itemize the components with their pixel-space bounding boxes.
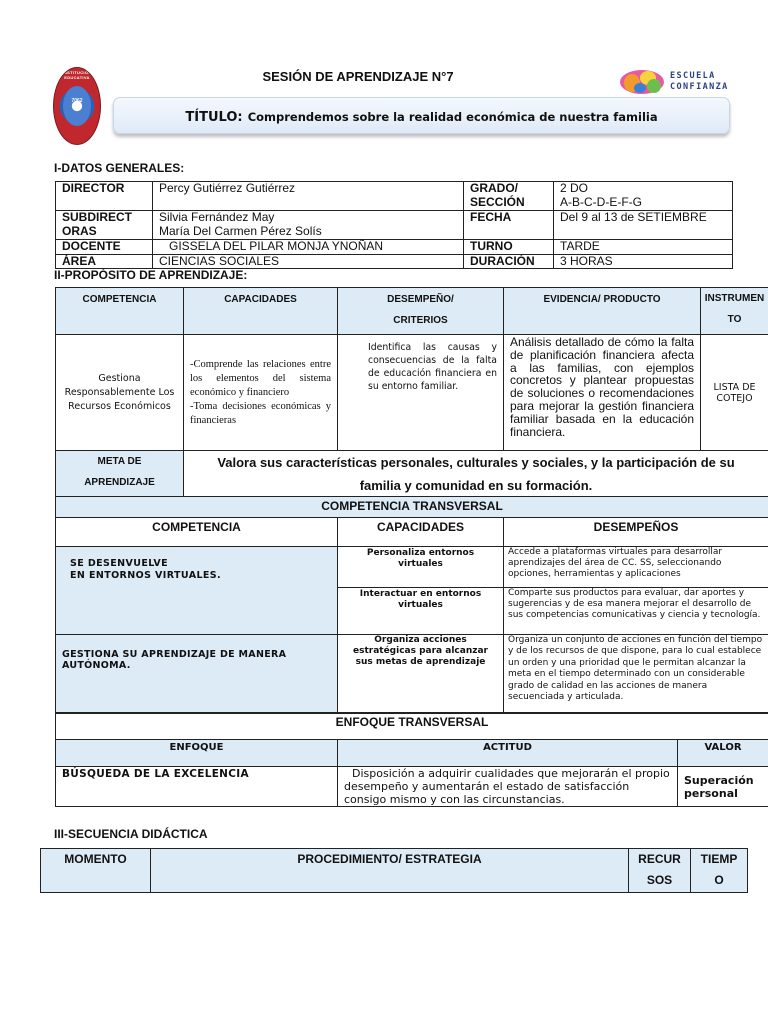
table-row	[56, 240, 733, 255]
table-row	[56, 740, 768, 767]
seal-ring-text: INSTITUCIÓN EDUCATIVA	[62, 70, 92, 80]
table-row	[56, 335, 768, 451]
competencia-cell: Gestiona Responsablemente Los Recursos Económicos	[56, 335, 184, 451]
col-valor: VALOR	[678, 740, 768, 767]
turno-label: TURNO	[464, 240, 554, 255]
col-tiempo: TIEMP O	[691, 849, 748, 893]
evidencia-cell: Análisis detallado de cómo la falta de planificación financiera afecta a las familias, con ejemplos concretos y plantear propuestas de soluciones o recomendaciones para mejorar la gestión financiera familiar basada en la educación financiera.	[504, 335, 701, 451]
title-value: Comprendemos sobre la realidad económica de nuestra familia	[247, 110, 658, 124]
table-row	[56, 211, 733, 240]
capacidades-cell: -Comprende las relaciones entre los elementos del sistema económico y financiero -Toma decisiones económicas y financieras	[184, 335, 338, 451]
col-competencia: COMPETENCIA	[56, 288, 184, 335]
competencia-transversal-table	[55, 496, 768, 713]
escuela-confianza-logo	[618, 68, 734, 96]
table-row	[56, 497, 768, 518]
table-row	[56, 767, 768, 807]
grado-label: GRADO/ SECCIÓN	[464, 182, 554, 211]
col-transversal-competencia: COMPETENCIA	[56, 518, 338, 547]
competencia-transversal-heading: COMPETENCIA TRANSVERSAL	[56, 497, 768, 518]
col-capacidades: CAPACIDADES	[184, 288, 338, 335]
col-recursos: RECUR SOS	[629, 849, 691, 893]
col-transversal-desempenos: DESEMPEÑOS	[504, 518, 768, 547]
fecha-value: Del 9 al 13 de SETIEMBRE	[554, 211, 733, 240]
title-label: TÍTULO:	[185, 110, 243, 125]
enfoque-cell: BÚSQUEDA DE LA EXCELENCIA	[56, 767, 338, 807]
secuencia-didactica-table	[40, 848, 748, 893]
cap-personaliza: Personaliza entornos virtuales	[338, 547, 504, 588]
duracion-value: 3 HORAS	[554, 254, 733, 269]
des-comparte: Comparte sus productos para evaluar, dar aportes y sugerencias y de esa manera mejorar el desarrollo de sus competencias comunicativas y ciencia y tecnología.	[504, 588, 768, 635]
table-row	[56, 254, 733, 269]
comp-entornos-virtuales: SE DESENVUELVE EN ENTORNOS VIRTUALES.	[56, 547, 338, 635]
area-value: CIENCIAS SOCIALES	[153, 254, 464, 269]
meta-label: META DE APRENDIZAJE	[56, 451, 184, 498]
table-row	[56, 182, 733, 211]
desempeno-cell: Identifica las causas y consecuencias de la falta de educación financiera en su entorno familiar.	[338, 335, 504, 451]
seal-globe-emblem	[63, 86, 91, 126]
col-actitud: ACTITUD	[338, 740, 678, 767]
col-transversal-capacidades: CAPACIDADES	[338, 518, 504, 547]
hands-logo-icon	[618, 68, 670, 96]
subdirectoras-label: SUBDIRECT ORAS	[56, 211, 153, 240]
logo-text-confianza: CONFIANZA	[670, 82, 729, 92]
area-label: ÁREA	[56, 254, 153, 269]
col-instrumento: INSTRUMEN TO	[701, 288, 768, 335]
table-row	[56, 547, 768, 588]
subdirectoras-value: Silvia Fernández May María Del Carmen Pérez Solís	[153, 211, 464, 240]
title-banner	[113, 97, 730, 134]
docente-value: GISSELA DEL PILAR MONJA YNOÑAN	[153, 240, 464, 255]
enfoque-transversal-heading: ENFOQUE TRANSVERSAL	[56, 714, 768, 740]
col-evidencia: EVIDENCIA/ PRODUCTO	[504, 288, 701, 335]
col-enfoque: ENFOQUE	[56, 740, 338, 767]
cap-organiza: Organiza acciones estratégicas para alcanzar sus metas de aprendizaje	[338, 635, 504, 713]
director-label: DIRECTOR	[56, 182, 153, 211]
logo-text-escuela: ESCUELA	[670, 71, 716, 81]
table-row	[56, 288, 768, 335]
grado-value: 2 DO A-B-C-D-E-F-G	[554, 182, 733, 211]
des-accede: Accede a plataformas virtuales para desarrollar aprendizajes del área de CC. SS, seleccionando opciones, herramientas y aplicaciones	[504, 547, 768, 588]
table-row	[56, 451, 768, 498]
table-row	[56, 518, 768, 547]
instrumento-cell: LISTA DE COTEJO	[701, 335, 768, 451]
seal-year: 7062	[71, 98, 83, 104]
director-value: Percy Gutiérrez Gutiérrez	[153, 182, 464, 211]
col-momento: MOMENTO	[41, 849, 151, 893]
docente-label: DOCENTE	[56, 240, 153, 255]
comp-aprendizaje-autonomo: GESTIONA SU APRENDIZAJE DE MANERA AUTÓNOMA.	[56, 635, 338, 713]
des-organiza: Organiza un conjunto de acciones en función del tiempo y de los recursos de que dispone, para lo cual establece un orden y una prioridad que le permitan alcanzar la meta en el tiempo determinado con un considerable grado de calidad en las acciones de manera secuenciada y articulada.	[504, 635, 768, 713]
section-proposito-heading: II-PROPÓSITO DE APRENDIZAJE:	[54, 268, 248, 282]
meta-text: Valora sus características personales, culturales y sociales, y la participación de su familia y comunidad en su formación.	[184, 451, 768, 498]
table-row	[41, 849, 748, 893]
section-secuencia-heading: III-SECUENCIA DIDÁCTICA	[54, 827, 208, 841]
cap-interactuar: Interactuar en entornos virtuales	[338, 588, 504, 635]
table-row	[56, 714, 768, 740]
enfoque-transversal-table	[55, 713, 768, 807]
valor-cell: Superación personal	[678, 767, 768, 807]
duracion-label: DURACIÓN	[464, 254, 554, 269]
table-row	[56, 635, 768, 713]
session-title: SESIÓN DE APRENDIZAJE N°7	[262, 69, 454, 84]
col-procedimiento: PROCEDIMIENTO/ ESTRATEGIA	[151, 849, 629, 893]
fecha-label: FECHA	[464, 211, 554, 240]
col-desempeno: DESEMPEÑO/ CRITERIOS	[338, 288, 504, 335]
actitud-cell: Disposición a adquirir cualidades que mejorarán el propio desempeño y aumentarán el estado de satisfacción consigo mismo y con las circunstancias.	[338, 767, 678, 807]
turno-value: TARDE	[554, 240, 733, 255]
proposito-table	[55, 287, 768, 498]
section-datos-generales-heading: I-DATOS GENERALES:	[54, 161, 185, 175]
datos-generales-table	[55, 181, 733, 269]
